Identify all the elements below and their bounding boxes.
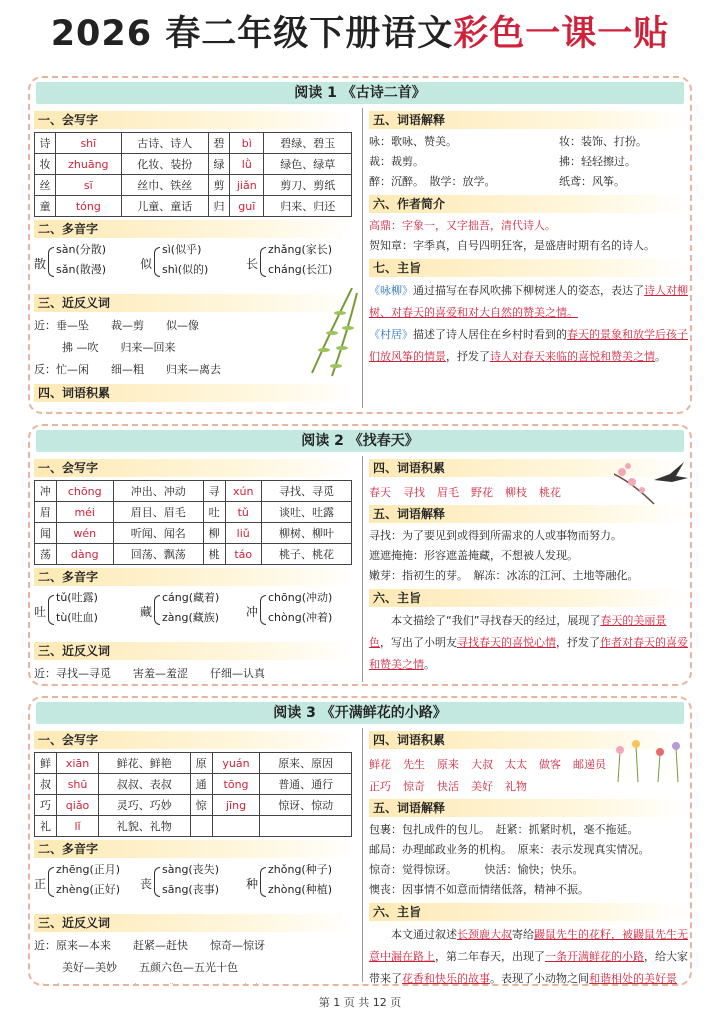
- table-row: [35, 795, 352, 816]
- table-row: [35, 816, 352, 837]
- table-cell: 绿: [208, 154, 229, 175]
- title-highlight: 彩色一课一贴: [453, 14, 670, 54]
- table-cell: 原来、原因: [260, 753, 352, 774]
- section-heading: 三、近反义词: [34, 642, 354, 660]
- text: 。: [655, 350, 666, 363]
- table-row: [35, 502, 352, 523]
- section-heading: 二、多音字: [34, 220, 354, 238]
- brace: [154, 867, 160, 897]
- key-phrase: 诗人对春天来临的喜悦和赞美之情: [490, 350, 655, 363]
- table-cell: 通: [190, 774, 212, 795]
- polyphone-char: 似: [140, 257, 153, 271]
- definition: 拂：轻轻擦过。: [559, 155, 636, 168]
- key-phrase: 寻找春天的喜悦心情: [457, 636, 556, 649]
- text: ，给大家带来了: [369, 950, 688, 985]
- reading-a: sàng(丧失): [162, 863, 220, 876]
- lesson-title: 阅读 2 《找春天》: [36, 430, 684, 452]
- synonym-line: 美好—美妙 五颜六色—五光十色: [62, 961, 238, 974]
- polyphone-char: 冲: [246, 605, 259, 619]
- brace: [48, 595, 54, 625]
- table-cell: 绿色、绿草: [264, 154, 352, 175]
- table-cell: 剪刀、剪纸: [264, 175, 352, 196]
- table-cell: 柳: [203, 523, 225, 544]
- main-idea: [369, 924, 688, 986]
- definition: 寻找：为了要见到或得到所需求的人或事物而努力。: [369, 529, 622, 542]
- vocab-word: [102, 411, 124, 414]
- polyphone-char: 丧: [140, 877, 153, 891]
- pinyin-cell: sī: [56, 175, 121, 196]
- key-phrase: 作者对春天的喜爱和赞美之情: [369, 636, 688, 671]
- pinyin-cell: shū: [57, 774, 99, 795]
- polyphone-char: 散: [34, 257, 47, 271]
- synonym-line: 拂 —吹 归来—回来: [62, 341, 176, 354]
- brace: [48, 247, 54, 277]
- pinyin-cell: tǔ: [225, 502, 261, 523]
- vocab-word: 鲜花: [369, 758, 391, 771]
- text: 。表现了小动物之间: [490, 972, 589, 985]
- polyphone-char: 吐: [34, 605, 47, 619]
- vocab-word: 原来: [437, 758, 459, 771]
- vocab-word: 美好: [471, 780, 493, 793]
- key-phrase: 春天的美丽景色: [369, 614, 667, 649]
- section-heading: 四、词语积累: [369, 731, 688, 749]
- key-phrase: 花香和快乐的故事: [402, 972, 490, 985]
- text: 通过描写在春风吹拂下柳树迷人的姿态，表达了: [413, 284, 644, 297]
- text: ，抒发了: [446, 350, 490, 363]
- synonym-line: 近：垂—坠 裁—剪 似—像: [34, 319, 199, 332]
- reading-b: zhèng(正好): [56, 883, 121, 896]
- reading-b: tù(吐血): [56, 611, 98, 624]
- section-heading: 六、主旨: [369, 903, 688, 921]
- reading-b: chòng(冲着): [268, 611, 333, 624]
- vocab-word: 惊奇: [403, 780, 425, 793]
- section-heading: 二、多音字: [34, 840, 354, 858]
- table-cell: [260, 816, 352, 837]
- vocab-word: [68, 411, 90, 414]
- pinyin-cell: táo: [225, 544, 261, 565]
- section-heading: 一、会写字: [34, 731, 354, 749]
- section-heading: 五、词语解释: [369, 799, 688, 817]
- reading-a: cáng(藏着): [162, 591, 220, 604]
- table-row: [35, 175, 352, 196]
- page-title: [0, 6, 720, 56]
- table-row: [35, 544, 352, 565]
- section-heading: 五、词语解释: [369, 111, 688, 129]
- definition: 邮局：办理邮政业务的机构。 原来：表示发现真实情况。: [369, 843, 650, 856]
- lesson-title: 阅读 1 《古诗二首》: [36, 82, 684, 104]
- table-cell: 寻找、寻觅: [261, 481, 351, 502]
- table-cell: 灵巧、巧妙: [98, 795, 190, 816]
- polyphone-char: 长: [246, 257, 259, 271]
- section-heading: 四、词语积累: [369, 459, 688, 477]
- pinyin-cell: wén: [56, 523, 113, 544]
- pinyin-cell: zhuāng: [56, 154, 121, 175]
- text: ，第二年春天，出现了: [435, 950, 545, 963]
- definitions: [369, 132, 688, 192]
- section-heading: 一、会写字: [34, 459, 354, 477]
- definition: 懊丧：因事情不如意而情绪低落，精神不振。: [369, 883, 589, 896]
- synonym-line: 近：原来—本来 赶紧—赶快 惊奇—惊讶: [34, 939, 265, 952]
- author-intro: 贺知章：字季真，自号四明狂客，是盛唐时期有名的诗人。: [369, 239, 655, 252]
- table-cell: 眉目、眉毛: [113, 502, 203, 523]
- pinyin-cell: yuán: [212, 753, 260, 774]
- lesson-card-1: [28, 76, 692, 414]
- table-cell: 柳树、柳叶: [261, 523, 351, 544]
- pinyin-cell: jiǎn: [230, 175, 264, 196]
- left-column: [34, 456, 354, 686]
- pinyin-cell: chōng: [56, 481, 113, 502]
- table-cell: 桃: [203, 544, 225, 565]
- main-idea: [369, 280, 688, 324]
- section-heading: 一、会写字: [34, 111, 354, 129]
- brace: [154, 595, 160, 625]
- text: 。: [424, 658, 435, 671]
- polyphone-char: 正: [34, 877, 47, 891]
- table-cell: 儿童、童话: [121, 196, 208, 217]
- definition: 裁：裁剪。: [369, 155, 424, 168]
- polyphone-group: [34, 861, 354, 911]
- definition: 咏：歌咏、赞美。: [369, 135, 457, 148]
- brace: [260, 595, 266, 625]
- table-row: [35, 154, 352, 175]
- brace: [260, 247, 266, 277]
- reading-a: zhēng(正月): [56, 863, 121, 876]
- table-cell: 冲出、冲动: [113, 481, 203, 502]
- table-cell: 古诗、诗人: [121, 133, 208, 154]
- section-heading: 二、多音字: [34, 568, 354, 586]
- table-cell: 礼貌、礼物: [98, 816, 190, 837]
- table-cell: 鲜: [35, 753, 57, 774]
- vocab-word: [34, 411, 56, 414]
- section-heading: 四、词语积累: [34, 384, 354, 402]
- table-cell: 寻: [203, 481, 225, 502]
- brace: [260, 867, 266, 897]
- author-intro: 高鼎：字象一，又字拙吾，清代诗人。: [369, 219, 556, 232]
- pinyin-cell: méi: [56, 502, 113, 523]
- table-cell: 惊: [190, 795, 212, 816]
- table-row: [35, 196, 352, 217]
- text: ，抒发了: [556, 636, 600, 649]
- section-heading: 六、作者简介: [369, 195, 688, 213]
- text: 寄给: [512, 928, 534, 941]
- table-row: [35, 481, 352, 502]
- reading-b: cháng(长江): [268, 263, 333, 276]
- reading-a: chōng(冲动): [268, 591, 333, 604]
- table-cell: 冲: [35, 481, 57, 502]
- pinyin-cell: lǜ: [230, 154, 264, 175]
- left-column: [34, 728, 354, 986]
- lesson-title: 阅读 3 《开满鲜花的小路》: [36, 702, 684, 724]
- title-main: 2026 春二年级下册语文: [50, 14, 454, 54]
- reading-a: tǔ(吐露): [56, 591, 98, 604]
- key-phrase: ，被鼹鼠先生无意中漏在路上: [369, 928, 688, 963]
- definition: 纸鸢：风筝。: [559, 175, 625, 188]
- main-idea: [369, 324, 688, 368]
- pinyin-cell: xiān: [57, 753, 99, 774]
- table-cell: 丝巾、铁丝: [121, 175, 208, 196]
- table-cell: 谈吐、吐露: [261, 502, 351, 523]
- vocab-word: 眉毛: [437, 486, 459, 499]
- main-idea: [369, 610, 688, 676]
- brace: [48, 867, 54, 897]
- table-cell: 妆: [35, 154, 56, 175]
- section-heading: 三、近反义词: [34, 914, 354, 932]
- vocab-word: 寻找: [403, 486, 425, 499]
- vocab-word: 野花: [471, 486, 493, 499]
- table-row: [35, 774, 352, 795]
- poem-name: 《咏柳》: [369, 284, 413, 297]
- synonym-line: 近：寻找—寻觅 害羞—羞涩 仔细—认真: [34, 667, 265, 680]
- reading-a: sàn(分散): [56, 243, 107, 256]
- polyphone-char: 种: [246, 877, 259, 891]
- characters-table: [34, 480, 352, 565]
- vocab-word: [181, 411, 203, 414]
- reading-b: sǎn(散漫): [56, 263, 107, 276]
- table-cell: 碧绿、碧玉: [264, 133, 352, 154]
- pinyin-cell: liǔ: [225, 523, 261, 544]
- text: 本文通过叙述: [391, 928, 457, 941]
- vocab-word: [249, 411, 271, 414]
- definition: 醉：沉醉。 散学：放学。: [369, 175, 496, 188]
- key-phrase: 和谐相处的美好景: [589, 972, 677, 985]
- lesson-card-3: [28, 696, 692, 986]
- definition: 惊奇：觉得惊讶。 快活：愉快；快乐。: [369, 863, 584, 876]
- page-footer: 第 1 页 共 12 页: [318, 996, 402, 1009]
- table-cell: 丝: [35, 175, 56, 196]
- table-cell: 诗: [35, 133, 56, 154]
- section-heading: 五、词语解释: [369, 505, 688, 523]
- vocab-word: 礼物: [505, 780, 527, 793]
- vocab-word: 柳枝: [505, 486, 527, 499]
- word-list: [34, 405, 354, 414]
- pinyin-cell: bì: [230, 133, 264, 154]
- reading-a: zhǒng(种子): [268, 863, 333, 876]
- table-cell: 桃子、桃花: [261, 544, 351, 565]
- table-cell: 碧: [208, 133, 229, 154]
- section-heading: 六、主旨: [369, 589, 688, 607]
- table-cell: 归: [208, 196, 229, 217]
- polyphone-char: 藏: [140, 605, 153, 619]
- vocab-word: 正巧: [369, 780, 391, 793]
- key-phrase: 春天的景象和放学后孩子们放风筝的情景: [369, 328, 688, 363]
- table-cell: 化妆、装扮: [121, 154, 208, 175]
- table-cell: 听闻、闻名: [113, 523, 203, 544]
- polyphone-group: [34, 241, 354, 291]
- table-cell: 闻: [35, 523, 57, 544]
- pinyin-cell: lǐ: [57, 816, 99, 837]
- definition: 妆：装饰、打扮。: [559, 135, 647, 148]
- vocab-word: 邮递员: [573, 758, 606, 771]
- pinyin-cell: tōng: [212, 774, 260, 795]
- table-cell: 礼: [35, 816, 57, 837]
- polyphone-group: [34, 589, 354, 639]
- characters-table: [34, 752, 352, 837]
- vocab-word: 快活: [437, 780, 459, 793]
- table-cell: 回荡、飘荡: [113, 544, 203, 565]
- table-cell: 荡: [35, 544, 57, 565]
- pinyin-cell: qiǎo: [57, 795, 99, 816]
- table-cell: 叔: [35, 774, 57, 795]
- reading-a: zhǎng(家长): [268, 243, 333, 256]
- table-cell: [190, 816, 212, 837]
- flowers-illustration: [608, 738, 692, 782]
- table-cell: 剪: [208, 175, 229, 196]
- antonym-line: [34, 685, 354, 686]
- table-cell: 眉: [35, 502, 57, 523]
- text: 本文描绘了“我们”寻找春天的经过，展现了: [391, 614, 601, 627]
- willow-illustration: [292, 288, 362, 378]
- key-phrase: 长颈鹿大叔: [457, 928, 512, 941]
- brace: [154, 247, 160, 277]
- definition: 包裹：包扎成件的包儿。 赶紧：抓紧时机，毫不拖延。: [369, 823, 639, 836]
- poem-name: 《村居》: [369, 328, 413, 341]
- lesson-card-2: [28, 424, 692, 686]
- bird-blossom-illustration: [614, 454, 690, 514]
- definition: 遮遮掩掩：形容遮盖掩藏，不想被人发现。: [369, 549, 578, 562]
- reading-b: sāng(丧事): [162, 883, 220, 896]
- table-row: [35, 753, 352, 774]
- pinyin-cell: guī: [230, 196, 264, 217]
- right-column: [362, 108, 688, 408]
- section-heading: 七、主旨: [369, 259, 688, 277]
- key-phrase: 鼹鼠先生的花籽: [534, 928, 611, 941]
- vocab-word: 大叔: [471, 758, 493, 771]
- pinyin-cell: jīng: [212, 795, 260, 816]
- pinyin-cell: [212, 816, 260, 837]
- table-row: [35, 523, 352, 544]
- vocab-word: 先生: [403, 758, 425, 771]
- table-cell: 普通、通行: [260, 774, 352, 795]
- reading-b: shì(似的): [162, 263, 209, 276]
- pinyin-cell: dàng: [56, 544, 113, 565]
- key-phrase: 一条开满鲜花的小路: [545, 950, 644, 963]
- pinyin-cell: xún: [225, 481, 261, 502]
- antonym-line: 反：忙—闲 细—粗 归来—离去: [34, 363, 221, 376]
- vocab-word: 太太: [505, 758, 527, 771]
- table-cell: 归来、归还: [264, 196, 352, 217]
- reading-b: zàng(藏族): [162, 611, 220, 624]
- table-cell: 鲜花、鲜艳: [98, 753, 190, 774]
- reading-a: sì(似乎): [162, 243, 202, 256]
- vocab-word: 桃花: [539, 486, 561, 499]
- text: 描述了诗人居住在乡村时看到的: [413, 328, 567, 341]
- vocab-word: 春天: [369, 486, 391, 499]
- section-heading: 三、近反义词: [34, 294, 354, 312]
- vocab-word: [136, 411, 169, 414]
- table-cell: 童: [35, 196, 56, 217]
- table-row: [35, 133, 352, 154]
- key-phrase: 诗人对柳树、对春天的喜爱和对大自然的赞美之情。: [369, 284, 688, 319]
- vocab-word: 做客: [539, 758, 561, 771]
- pinyin-cell: tóng: [56, 196, 121, 217]
- table-cell: 叔叔、表叔: [98, 774, 190, 795]
- definition: 嫩芽：指初生的芽。 解冻：冰冻的江河、土地等融化。: [369, 569, 639, 582]
- characters-table: [34, 132, 352, 217]
- text: ，写出了小明友: [380, 636, 457, 649]
- pinyin-cell: shī: [56, 133, 121, 154]
- table-cell: 吐: [203, 502, 225, 523]
- reading-b: zhòng(种植): [268, 883, 333, 896]
- table-cell: 惊讶、惊动: [260, 795, 352, 816]
- table-cell: 原: [190, 753, 212, 774]
- vocab-word: [215, 411, 237, 414]
- table-cell: 巧: [35, 795, 57, 816]
- antonym-line: [34, 979, 354, 986]
